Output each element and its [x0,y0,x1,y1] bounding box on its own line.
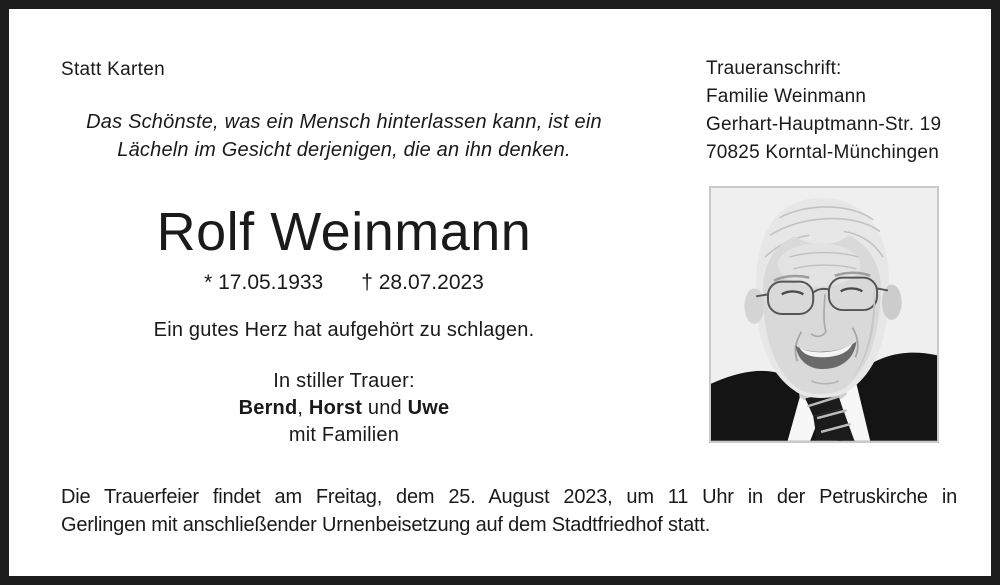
funeral-announcement-line1: Die Trauerfeier findet am Freitag, dem 25. August 2023, um 11 Uhr in der Petruskirche in [61,486,957,508]
deceased-name: Rolf Weinmann [156,202,532,262]
mourning-suffix: mit Familien [288,424,400,446]
mourning-address-city: 70825 Korntal-Münchingen [706,142,939,163]
condolence-quote-line1: Das Schönste, was ein Mensch hinterlassen kann, ist ein [86,111,602,133]
death-date: † 28.07.2023 [361,271,484,294]
mourner-name-3: Uwe [407,397,450,419]
life-dates [39,271,649,295]
condolence-quote [39,108,649,164]
mourning-address-block [706,55,941,167]
mourner-name-2: Horst [308,397,363,419]
mourning-address-family: Familie Weinmann [706,86,867,107]
deceased-portrait-photo [709,186,939,443]
mourner-separator-2: und [362,397,408,419]
funeral-announcement-line2: Gerlingen mit anschließender Urnenbeisetzung auf dem Stadtfriedhof statt. [61,514,711,536]
mourning-names [39,395,649,422]
mourner-separator-1: , [297,397,309,419]
condolence-quote-line2: Lächeln im Gesicht derjenigen, die an ihn denken. [117,139,571,161]
mourning-intro: In stiller Trauer: [273,370,415,392]
birth-date: * 17.05.1933 [204,271,324,294]
mourning-address-title: Traueranschrift: [706,58,842,79]
portrait-illustration [711,188,937,441]
statt-karten-note: Statt Karten [61,59,165,80]
mourning-address-street: Gerhart-Hauptmann-Str. 19 [706,114,942,135]
mourning-family-block [39,368,649,449]
mourner-name-1: Bernd [238,397,298,419]
farewell-message: Ein gutes Herz hat aufgehört zu schlagen. [153,319,535,341]
funeral-announcement [61,483,957,539]
